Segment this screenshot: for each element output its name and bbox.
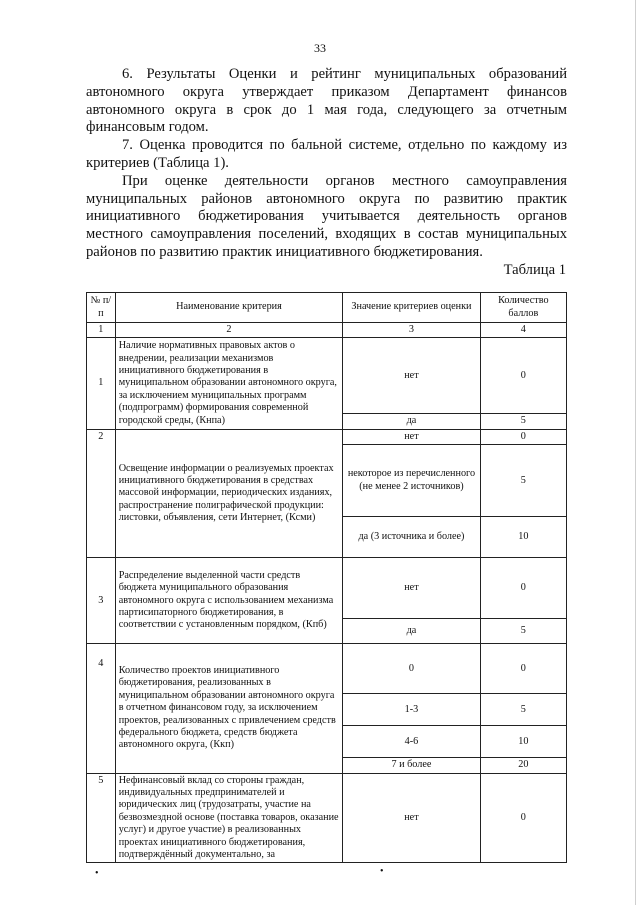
criterion-num: 4 — [87, 644, 116, 773]
criterion-score: 0 — [480, 558, 566, 619]
page-edge — [635, 0, 636, 905]
paragraph-6: 6. Результаты Оценки и рейтинг муниципальных образований автономного округа утверждает приказом Департамент финансов автономного округа в срок до 1 мая года, следующего за отчетным финансовым годом. — [86, 66, 567, 136]
criterion-num: 5 — [87, 773, 116, 863]
scan-mark: • — [380, 866, 384, 877]
page-number: 33 — [314, 41, 326, 55]
criterion-name: Нефинансовый вклад со стороны граждан, индивидуальных предпринимателей и юридических лиц (трудозатраты, участие на безвозмездной основе (поставка товаров, оказание услуг) и другое участие) в реализованных проектах инициативного бюджетирования, подтверждённый документально, за — [115, 773, 343, 863]
criterion-value: да (3 источника и более) — [343, 517, 480, 558]
col-number: 4 — [480, 323, 566, 338]
criterion-score: 20 — [480, 758, 566, 773]
criterion-value: 7 и более — [343, 758, 480, 773]
criterion-value: 1-3 — [343, 694, 480, 726]
criterion-value: да — [343, 414, 480, 429]
header-name: Наименование критерия — [115, 293, 343, 323]
paragraph-evaluation: При оценке деятельности органов местного самоуправления муниципальных районов автономного округа по развитию практик инициативного бюджетирования учитывается деятельность органов местного самоуправления поселений, входящих в состав муниципальных районов по развитию практик инициативного бюджетирования. — [86, 172, 567, 260]
criterion-name: Распределение выделенной части средств бюджета муниципального образования автономного округа с использованием механизма партисипаторного бюджетирования, в соответствии с установленным порядком, (Кпб) — [115, 558, 343, 644]
criterion-score: 10 — [480, 726, 566, 758]
scan-mark: • — [95, 868, 99, 879]
criteria-table — [86, 292, 567, 863]
header-score: Количество баллов — [480, 293, 566, 323]
header-value: Значение критериев оценки — [343, 293, 480, 323]
criterion-name: Освещение информации о реализуемых проектах инициативного бюджетирования в средствах массовой информации, периодических изданиях, распространение полиграфической продукции: листовки, объявления, сети Интернет, (Ксми) — [115, 429, 343, 557]
header-num: № п/п — [87, 293, 116, 323]
criterion-score: 5 — [480, 694, 566, 726]
body-text — [86, 66, 567, 262]
criterion-score: 5 — [480, 414, 566, 429]
col-number: 3 — [343, 323, 480, 338]
criterion-score: 10 — [480, 517, 566, 558]
criterion-score: 0 — [480, 429, 566, 444]
criterion-score: 5 — [480, 445, 566, 517]
criterion-num: 2 — [87, 429, 116, 557]
col-number: 1 — [87, 323, 116, 338]
criterion-name: Количество проектов инициативного бюджетирования, реализованных в муниципальном образовании автономного округа в отчетном финансовом году, за исключением проектов, реализованных с привлечением средств федерального бюджета, средств бюджета автономного округа, (Ккп) — [115, 644, 343, 773]
criterion-num: 3 — [87, 558, 116, 644]
col-number: 2 — [115, 323, 343, 338]
criterion-value: некоторое из перечисленного (не менее 2 источников) — [343, 445, 480, 517]
criterion-value: да — [343, 619, 480, 644]
criterion-score: 5 — [480, 619, 566, 644]
criterion-score: 0 — [480, 644, 566, 694]
criterion-value: нет — [343, 558, 480, 619]
criterion-score: 0 — [480, 773, 566, 863]
criterion-value: нет — [343, 338, 480, 414]
paragraph-7: 7. Оценка проводится по бальной системе, отдельно по каждому из критериев (Таблица 1). — [86, 137, 567, 171]
criterion-score: 0 — [480, 338, 566, 414]
criterion-name: Наличие нормативных правовых актов о внедрении, реализации механизмов инициативного бюджетирования в муниципальном образовании автономного округа, за исключением муниципальных программ (подпрограмм) формирования современной городской среды, (Кнпа) — [115, 338, 343, 429]
criterion-value: нет — [343, 429, 480, 444]
criterion-value: 0 — [343, 644, 480, 694]
criterion-num: 1 — [87, 338, 116, 429]
table-label: Таблица 1 — [503, 262, 566, 278]
criterion-value: 4-6 — [343, 726, 480, 758]
criterion-value: нет — [343, 773, 480, 863]
